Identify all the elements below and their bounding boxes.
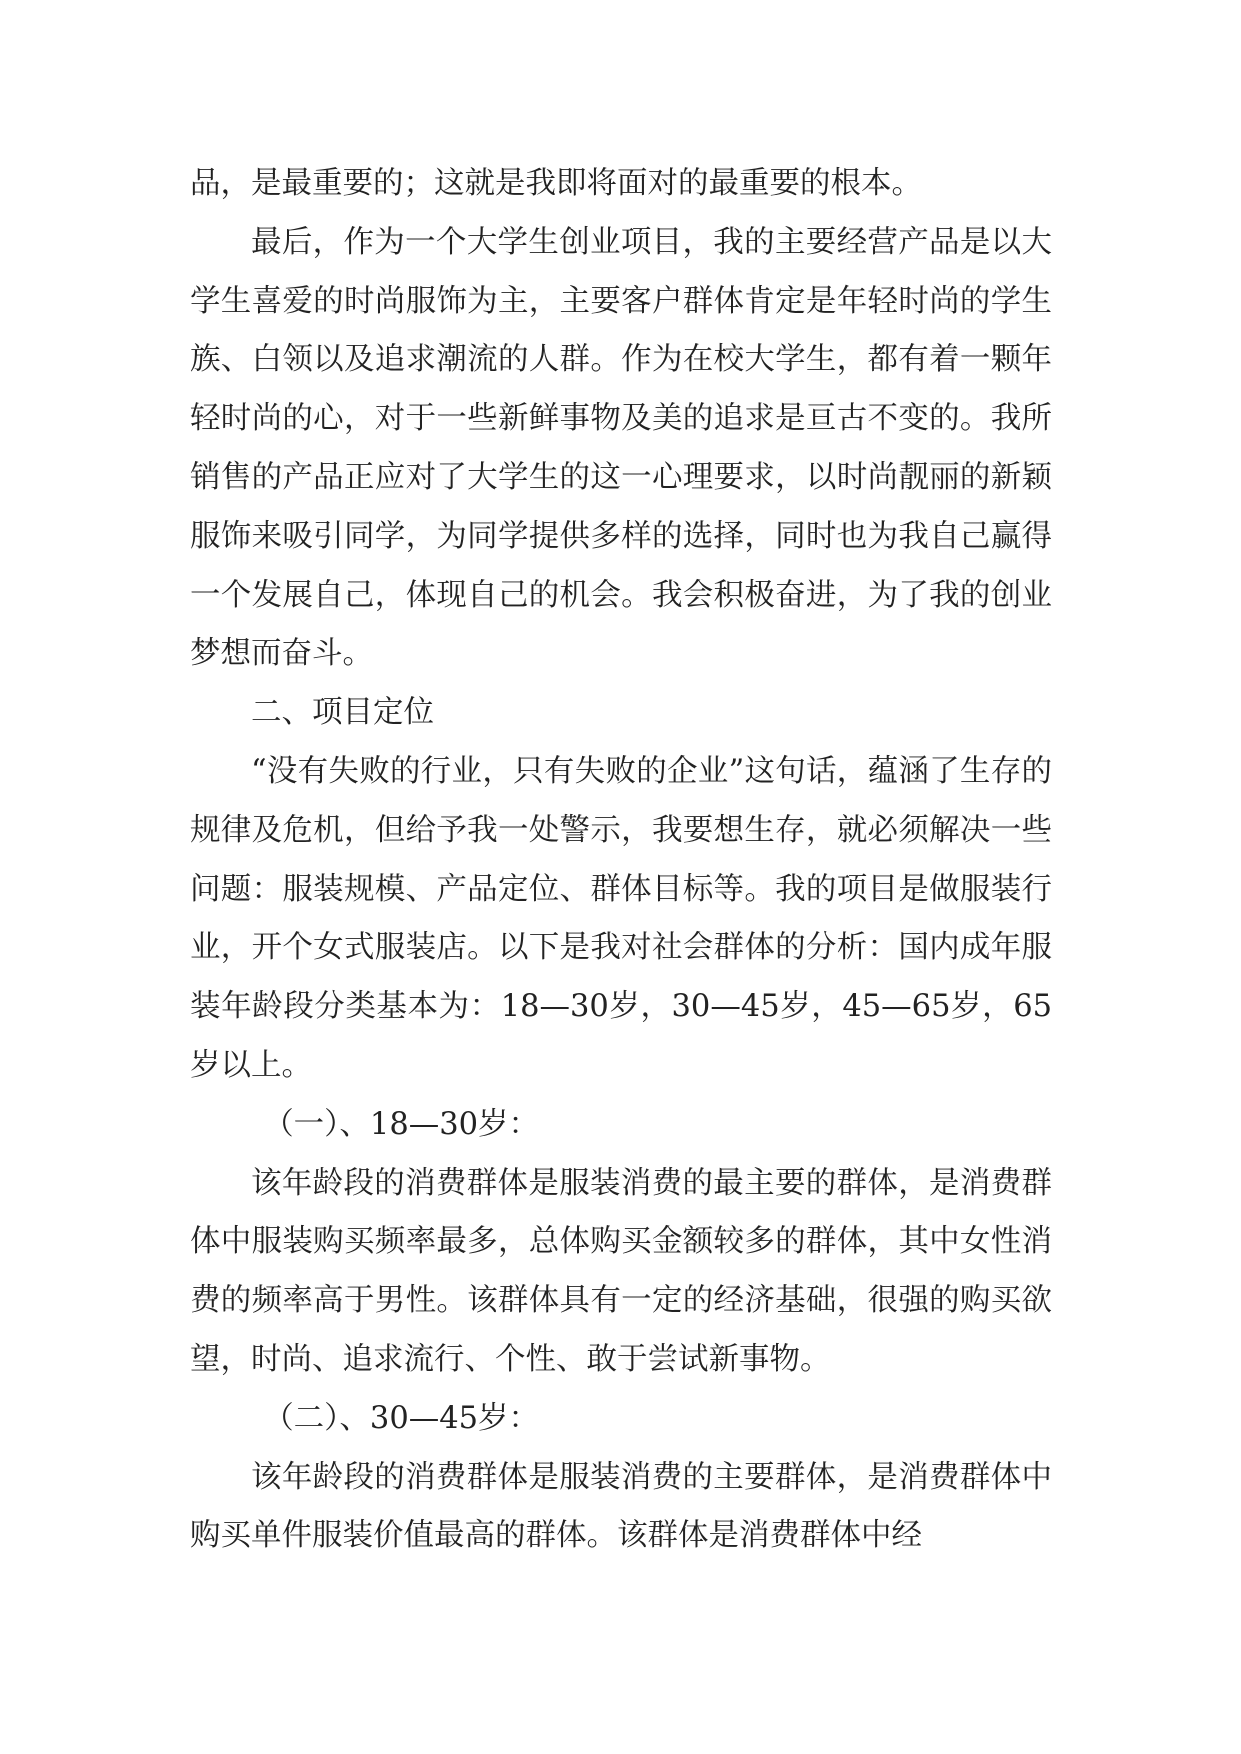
paragraph-age-30-45: 该年龄段的消费群体是服装消费的主要群体，是消费群体中购买单件服装价值最高的群体。该群体是消费群体中经 [190,1459,1052,1554]
document-body [190,155,1052,1566]
paragraph-conclusion: 最后，作为一个大学生创业项目，我的主要经营产品是以大学生喜爱的时尚服饰为主，主要客户群体肯定是年轻时尚的学生族、白领以及追求潮流的人群。作为在校大学生，都有着一颗年轻时尚的心，对于一些新鲜事物及美的追求是亘古不变的。我所销售的产品正应对了大学生的这一心理要求，以时尚靓丽的新颖服饰来吸引同学，为同学提供多样的选择，同时也为我自己赢得一个发展自己，体现自己的机会。我会积极奋进，为了我的创业梦想而奋斗。 [190,224,1052,672]
paragraph-continued: 品，是最重要的；这就是我即将面对的最重要的根本。 [190,166,922,201]
paragraph-market-analysis: “没有失败的行业，只有失败的企业”这句话，蕴涵了生存的规律及危机，但给予我一处警示，我要想生存，就必须解决一些问题：服装规模、产品定位、群体目标等。我的项目是做服装行业，开个女式服装店。以下是我对社会群体的分析：国内成年服装年龄段分类基本为：18—30岁，30—45岁，45—65岁，65岁以上。 [190,753,1052,1083]
section-heading-project-positioning: 二、项目定位 [251,695,434,731]
subheading-age-30-45: （二）、30—45岁： [263,1400,540,1436]
subheading-age-18-30: （一）、18—30岁： [263,1106,540,1142]
paragraph-age-18-30: 该年龄段的消费群体是服装消费的最主要的群体，是消费群体中服装购买频率最多，总体购买金额较多的群体，其中女性消费的频率高于男性。该群体具有一定的经济基础，很强的购买欲望，时尚、追求流行、个性、敢于尝试新事物。 [190,1165,1052,1377]
